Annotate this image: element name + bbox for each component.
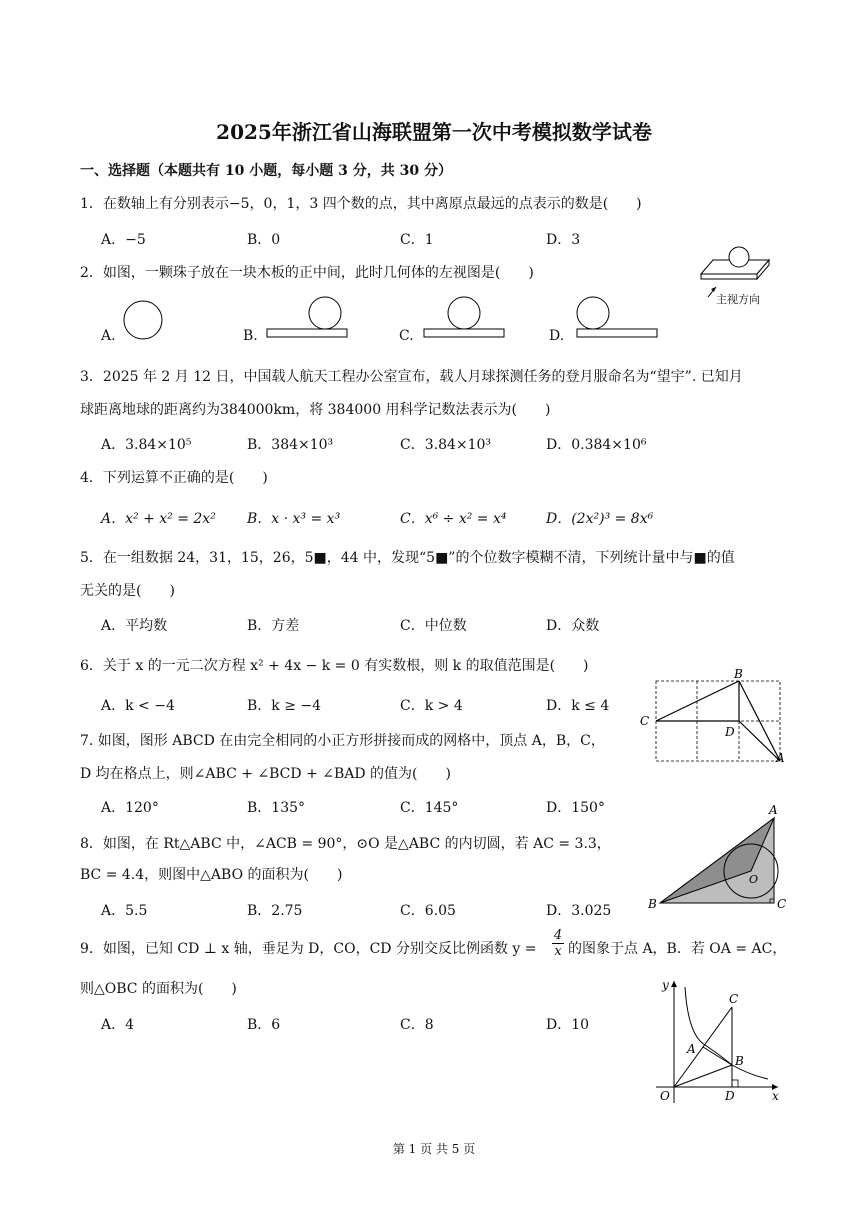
question-7-stem-line1: 7. 如图，图形 ABCD 在由完全相同的小正方形拼接而成的网格中，顶点 A，B，C， [80, 733, 605, 749]
q8-label-o: O [749, 873, 759, 886]
q1-option-c[interactable]: C．1 [400, 232, 434, 248]
q9-label-d: D [725, 1089, 735, 1103]
q8-option-b[interactable]: B．2.75 [247, 903, 303, 919]
q4-option-a[interactable]: A．x² + x² = 2x² [101, 511, 216, 527]
q5-option-d[interactable]: D．众数 [546, 618, 600, 634]
q2-view-direction-label: 主视方向 [716, 293, 760, 306]
q9-label-c: C [729, 992, 739, 1006]
q7-option-a[interactable]: A．120° [101, 800, 159, 816]
q9-option-d[interactable]: D．10 [546, 1017, 590, 1033]
q9-label-y: y [662, 978, 669, 992]
q2-option-b[interactable]: B. [243, 328, 258, 344]
q9-fraction [552, 928, 564, 959]
q7-label-a: A [776, 751, 785, 765]
q2-option-c[interactable]: C. [399, 328, 414, 344]
q6-option-c[interactable]: C．k > 4 [400, 698, 463, 714]
q2-option-a[interactable]: A. [101, 328, 116, 344]
question-9-stem-line1b: 的图象于点 A，B．若 OA = AC， [568, 941, 787, 957]
question-3-stem-line2: 球距离地球的距离约为384000km，将 384000 用科学记数法表示为( ) [80, 402, 551, 418]
q8-label-b: B [648, 897, 657, 911]
q7-label-b: B [734, 667, 743, 681]
q4-option-d[interactable]: D．(2x²)³ = 8x⁶ [546, 511, 654, 527]
q6-option-b[interactable]: B．k ≥ −4 [247, 698, 322, 714]
q9-fraction-denominator: x [554, 944, 562, 959]
q8-option-a[interactable]: A．5.5 [101, 903, 148, 919]
q2-option-b-figure [266, 297, 352, 341]
question-1-stem: 1．在数轴上有分别表示−5，0，1，3 四个数的点，其中离原点最远的点表示的数是( ) [80, 196, 642, 212]
q9-option-b[interactable]: B．6 [247, 1017, 281, 1033]
q7-option-d[interactable]: D．150° [546, 800, 605, 816]
q9-option-c[interactable]: C．8 [400, 1017, 434, 1033]
q7-label-d: D [725, 725, 735, 739]
q9-label-x: x [772, 1089, 779, 1103]
question-9-stem-line2: 则△OBC 的面积为( ) [80, 981, 237, 997]
q1-option-b[interactable]: B．0 [247, 232, 281, 248]
q1-option-a[interactable]: A．−5 [101, 232, 146, 248]
question-7-stem-line2: D 均在格点上，则∠ABC + ∠BCD + ∠BAD 的值为( ) [80, 766, 451, 782]
q5-option-a[interactable]: A．平均数 [101, 618, 168, 634]
question-9-stem-line1a: 9．如图，已知 CD ⊥ x 轴，垂足为 D，CO，CD 分别交反比例函数 y = [80, 941, 537, 957]
page-title: 2025年浙江省山海联盟第一次中考模拟数学试卷 [216, 120, 652, 144]
q9-label-a: A [687, 1042, 696, 1056]
q9-label-o: O [660, 1089, 670, 1103]
q2-option-c-figure [423, 297, 509, 341]
question-5-stem-line1: 5．在一组数据 24，31，15，26，5■，44 中，发现“5■”的个位数字模糊不清，下列统计量中与■的值 [80, 550, 735, 566]
q8-label-a: A [769, 803, 778, 817]
q2-option-d[interactable]: D. [549, 328, 565, 344]
section-heading: 一、选择题（本题共有 10 小题，每小题 3 分，共 30 分） [80, 163, 452, 179]
q9-option-a[interactable]: A．4 [101, 1017, 135, 1033]
q8-option-c[interactable]: C．6.05 [400, 903, 456, 919]
q4-option-b[interactable]: B．x · x³ = x³ [247, 511, 341, 527]
question-8-stem-line2: BC = 4.4，则图中△ABO 的面积为( ) [80, 867, 343, 883]
q9-label-b: B [735, 1054, 744, 1068]
question-4-stem: 4．下列运算不正确的是( ) [80, 470, 268, 486]
q3-option-d[interactable]: D．0.384×10⁶ [546, 437, 647, 453]
question-8-stem-line1: 8．如图，在 Rt△ABC 中，∠ACB = 90°，⊙O 是△ABC 的内切圆，若 AC = 3.3， [80, 836, 611, 852]
q8-triangle-incircle-figure [645, 800, 795, 915]
q6-option-a[interactable]: A．k < −4 [101, 698, 175, 714]
question-5-stem-line2: 无关的是( ) [80, 583, 175, 599]
question-3-stem-line1: 3．2025 年 2 月 12 日，中国载人航天工程办公室宣布，载人月球探测任务的登月服命名为“望宇”. 已知月 [80, 369, 743, 385]
q6-option-d[interactable]: D．k ≤ 4 [546, 698, 610, 714]
q3-option-a[interactable]: A．3.84×10⁵ [101, 437, 192, 453]
q9-fraction-numerator: 4 [553, 928, 563, 943]
q5-option-b[interactable]: B．方差 [247, 618, 300, 634]
q2-option-d-figure [573, 297, 663, 341]
page-footer: 第 1 页 共 5 页 [392, 1142, 476, 1156]
q8-label-c: C [777, 897, 787, 911]
q3-option-b[interactable]: B．384×10³ [247, 437, 334, 453]
question-6-stem: 6．关于 x 的一元二次方程 x² + 4x − k = 0 有实数根，则 k 的取值范围是( ) [80, 658, 589, 674]
question-2-stem: 2．如图，一颗珠子放在一块木板的正中间，此时几何体的左视图是( ) [80, 265, 534, 281]
q5-option-c[interactable]: C．中位数 [400, 618, 467, 634]
q8-option-d[interactable]: D．3.025 [546, 903, 612, 919]
q1-option-d[interactable]: D．3 [546, 232, 581, 248]
q9-coordinate-figure [650, 975, 790, 1105]
q2-option-a-figure [122, 301, 168, 341]
q7-grid-figure [636, 668, 796, 768]
q4-option-c[interactable]: C．x⁶ ÷ x² = x⁴ [400, 511, 507, 527]
q7-option-c[interactable]: C．145° [400, 800, 459, 816]
q7-label-c: C [640, 714, 650, 728]
q7-option-b[interactable]: B．135° [247, 800, 306, 816]
q3-option-c[interactable]: C．3.84×10³ [400, 437, 492, 453]
